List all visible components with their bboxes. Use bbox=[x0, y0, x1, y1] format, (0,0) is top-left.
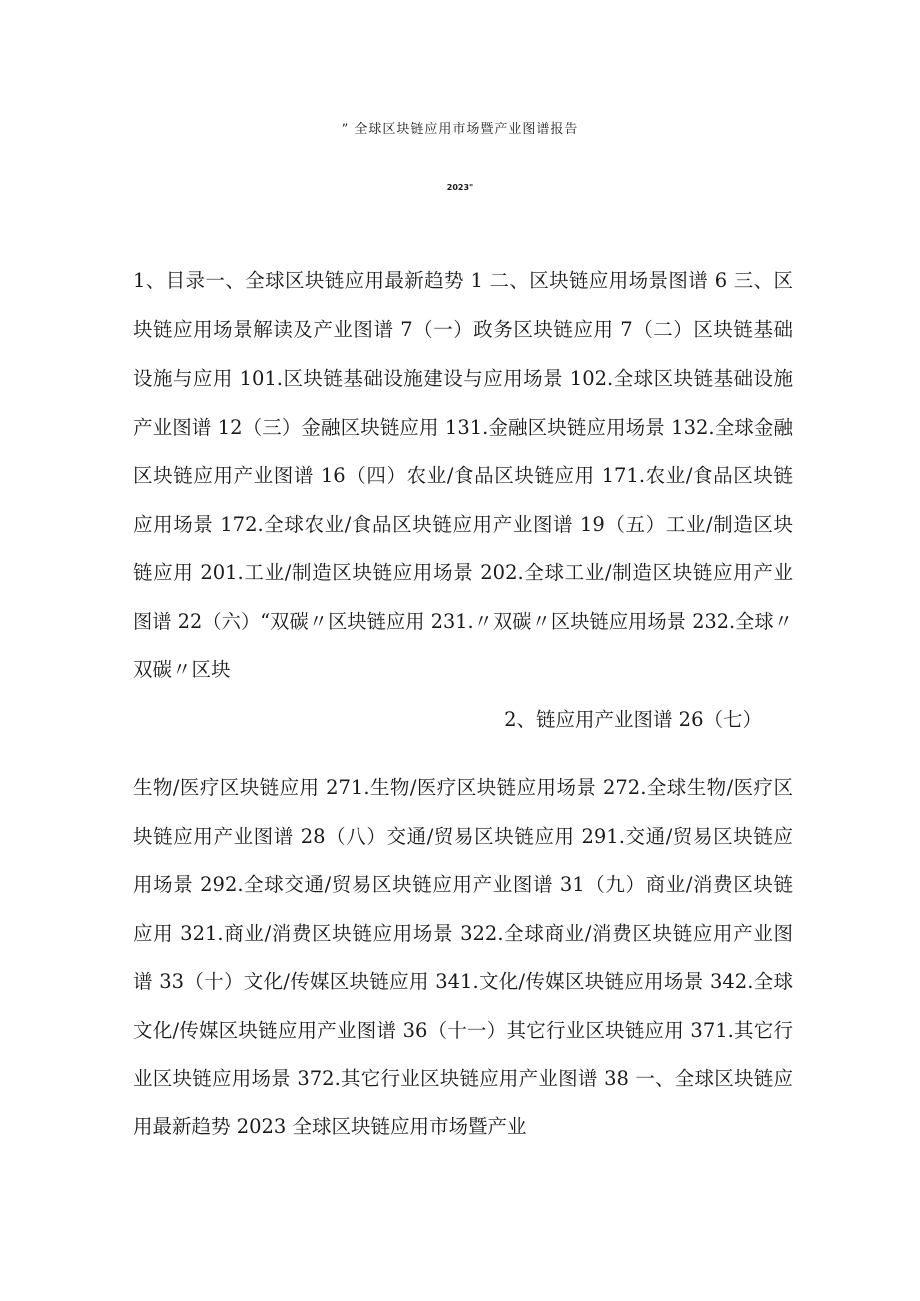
paragraph-line: 链应用 201.工业/制造区块链应用场景 202.全球工业/制造区块链应用产业 bbox=[133, 561, 793, 584]
paragraph-line: 用场景 292.全球交通/贸易区块链应用产业图谱 31（九）商业/消费区块链 bbox=[133, 873, 793, 896]
document-title: ” 全球区块链应用市场暨产业图谱报告 bbox=[341, 122, 579, 137]
paragraph-line: 1、目录一、全球区块链应用最新趋势 1 二、区块链应用场景图谱 6 三、区 bbox=[133, 269, 793, 292]
document-title-year: 2023" bbox=[446, 183, 474, 192]
paragraph-line: 业区块链应用场景 372.其它行业区块链应用产业图谱 38 一、全球区块链应 bbox=[133, 1067, 793, 1090]
paragraph-line: 文化/传媒区块链应用产业图谱 36（十一）其它行业区块链应用 371.其它行 bbox=[133, 1019, 793, 1042]
paragraph-line: 谱 33（十）文化/传媒区块链应用 341.文化/传媒区块链应用场景 342.全球 bbox=[133, 970, 793, 993]
paragraph-line: 应用场景 172.全球农业/食品区块链应用产业图谱 19（五）工业/制造区块 bbox=[133, 513, 793, 536]
paragraph-line: 图谱 22（六）“双碳〃区块链应用 231.〃双碳〃区块链应用场景 232.全球〃 bbox=[133, 610, 793, 633]
paragraph-line: 用最新趋势 2023 全球区块链应用市场暨产业 bbox=[133, 1115, 527, 1138]
paragraph-line: 双碳〃区块 bbox=[133, 658, 231, 681]
paragraph-line: 生物/医疗区块链应用 271.生物/医疗区块链应用场景 272.全球生物/医疗区 bbox=[133, 776, 793, 799]
paragraph-line: 应用 321.商业/消费区块链应用场景 322.全球商业/消费区块链应用产业图 bbox=[133, 922, 793, 945]
paragraph-line: 区块链应用产业图谱 16（四）农业/食品区块链应用 171.农业/食品区块链 bbox=[133, 464, 793, 487]
paragraph-line: 2、链应用产业图谱 26（七） bbox=[504, 708, 762, 731]
paragraph-line: 块链应用场景解读及产业图谱 7（一）政务区块链应用 7（二）区块链基础 bbox=[133, 318, 793, 341]
paragraph-line: 设施与应用 101.区块链基础设施建设与应用场景 102.全球区块链基础设施 bbox=[133, 367, 793, 390]
paragraph-line: 块链应用产业图谱 28（八）交通/贸易区块链应用 291.交通/贸易区块链应 bbox=[133, 825, 793, 848]
paragraph-line: 产业图谱 12（三）金融区块链应用 131.金融区块链应用场景 132.全球金融 bbox=[133, 416, 793, 439]
